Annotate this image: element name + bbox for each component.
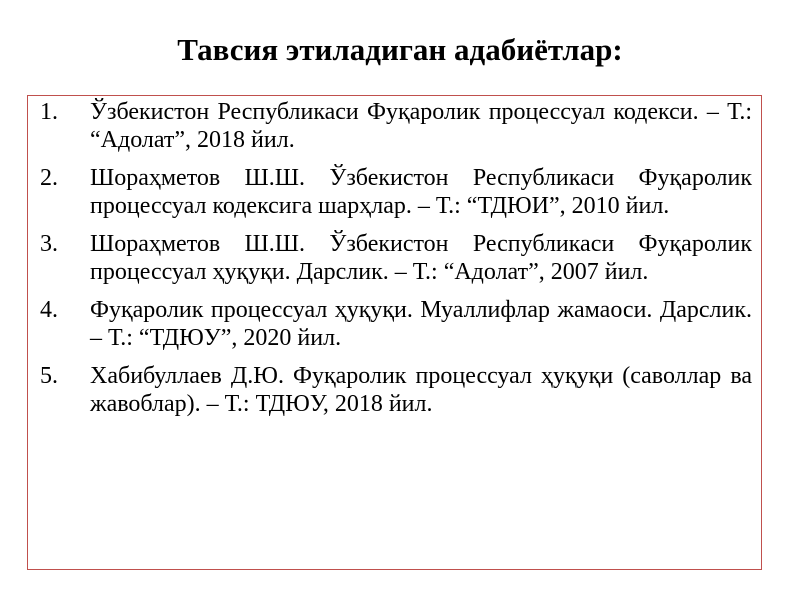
- list-item: [40, 362, 752, 418]
- list-item: [40, 296, 752, 352]
- list-item: [40, 164, 752, 220]
- list-item-text: Хабибуллаев Д.Ю. Фуқаролик процессуал ҳуқуқи (саволлар ва жавоблар). – Т.: ТДЮУ, 2018 йил.: [90, 363, 752, 417]
- list-item-text: Ўзбекистон Республикаси Фуқаролик процессуал кодекси. – Т.: “Адолат”, 2018 йил.: [90, 99, 752, 153]
- list-item-number: 1.: [40, 99, 58, 125]
- list-item-number: 4.: [40, 297, 58, 323]
- references-box: [27, 95, 762, 570]
- list-item-number: 2.: [40, 165, 58, 191]
- list-item: [40, 98, 752, 154]
- list-item-text: Шораҳметов Ш.Ш. Ўзбекистон Республикаси Фуқаролик процессуал кодексига шарҳлар. – Т.: “ТДЮИ”, 2010 йил.: [90, 165, 752, 219]
- list-item-number: 3.: [40, 231, 58, 257]
- list-item-text: Шораҳметов Ш.Ш. Ўзбекистон Республикаси Фуқаролик процессуал ҳуқуқи. Дарслик. – Т.: “Адолат”, 2007 йил.: [90, 231, 752, 285]
- page-title: Тавсия этиладиган адабиётлар:: [177, 32, 623, 67]
- list-item-number: 5.: [40, 363, 58, 389]
- reference-list: [40, 98, 752, 428]
- list-item-text: Фуқаролик процессуал ҳуқуқи. Муаллифлар жамаоси. Дарслик. – Т.: “ТДЮУ”, 2020 йил.: [90, 297, 752, 351]
- list-item: [40, 230, 752, 286]
